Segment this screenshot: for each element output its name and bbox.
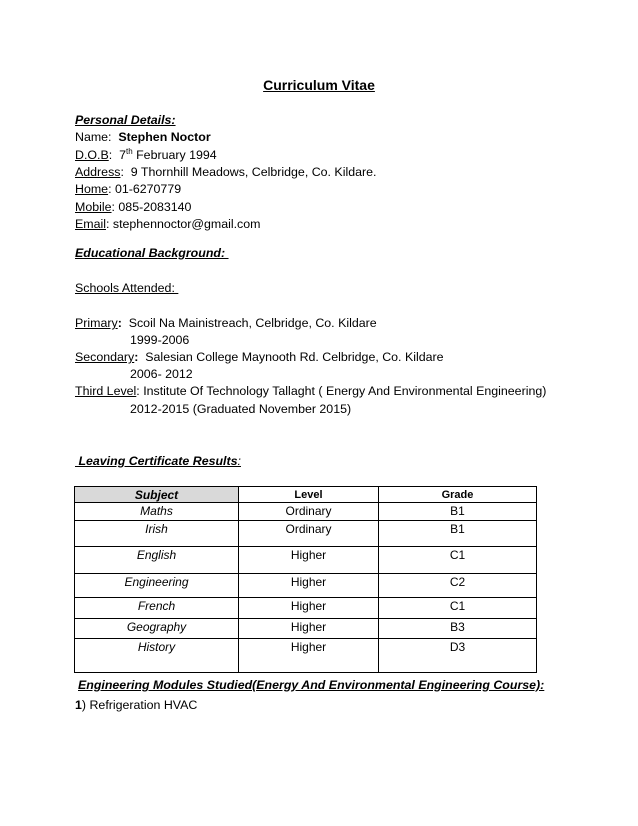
home-value: 01-6270779 bbox=[114, 182, 182, 196]
table-row bbox=[75, 598, 537, 619]
column-header-subject: Subject bbox=[75, 487, 239, 503]
leaving-cert-heading-colon: : bbox=[237, 454, 241, 468]
dob-rest: February 1994 bbox=[136, 148, 217, 162]
leaving-cert-results-table bbox=[74, 486, 537, 673]
mobile-value: 085-2083140 bbox=[118, 200, 192, 214]
primary-school: Scoil Na Mainistreach, Celbridge, Co. Kildare bbox=[128, 316, 377, 330]
cell-grade: B3 bbox=[379, 619, 537, 639]
page-title: Curriculum Vitae bbox=[263, 77, 375, 93]
third-level-line: Third Level: Institute Of Technology Tallaght ( Energy And Environmental Engineering) bbox=[75, 384, 547, 398]
cell-subject: French bbox=[75, 598, 239, 619]
leaving-cert-heading bbox=[75, 455, 241, 467]
third-level-label: Third Level bbox=[75, 384, 137, 398]
cell-grade: B1 bbox=[379, 521, 537, 547]
email-value: stephennoctor@gmail.com bbox=[112, 217, 261, 231]
dob-line: D.O.B: 7th February 1994 bbox=[75, 146, 217, 162]
email-label: Email bbox=[75, 217, 106, 231]
personal-details-heading: Personal Details: bbox=[75, 113, 176, 127]
primary-line: Primary: Scoil Na Mainistreach, Celbridge, Co. Kildare bbox=[75, 316, 377, 330]
table-row bbox=[75, 503, 537, 521]
third-level-school: Institute Of Technology Tallaght ( Energy And Environmental Engineering) bbox=[143, 384, 547, 398]
secondary-school: Salesian College Maynooth Rd. Celbridge, Co. Kildare bbox=[145, 350, 444, 364]
table-header-row bbox=[75, 487, 537, 503]
leaving-cert-heading-text: Leaving Certificate Results bbox=[75, 454, 238, 468]
email-line: Email: stephennoctor@gmail.com bbox=[75, 217, 261, 231]
cell-subject: English bbox=[75, 547, 239, 574]
cell-level: Higher bbox=[239, 598, 379, 619]
name-label: Name: bbox=[75, 130, 112, 144]
schools-attended-heading: Schools Attended: bbox=[75, 281, 179, 295]
column-header-grade: Grade bbox=[379, 487, 537, 503]
cell-level: Ordinary bbox=[239, 521, 379, 547]
cell-level: Higher bbox=[239, 639, 379, 673]
home-label: Home bbox=[75, 182, 109, 196]
secondary-years: 2006- 2012 bbox=[130, 367, 193, 381]
secondary-line: Secondary: Salesian College Maynooth Rd. Celbridge, Co. Kildare bbox=[75, 350, 444, 364]
secondary-label: Secondary bbox=[75, 350, 135, 364]
educational-background-heading: Educational Background: bbox=[75, 246, 229, 260]
cell-grade: B1 bbox=[379, 503, 537, 521]
module-item-number: 1 bbox=[75, 698, 82, 712]
module-item-1 bbox=[75, 699, 197, 711]
cell-level: Higher bbox=[239, 547, 379, 574]
cell-grade: D3 bbox=[379, 639, 537, 673]
cell-level: Higher bbox=[239, 574, 379, 598]
cell-level: Higher bbox=[239, 619, 379, 639]
cell-subject: Irish bbox=[75, 521, 239, 547]
cell-subject: Geography bbox=[75, 619, 239, 639]
address-label: Address bbox=[75, 165, 121, 179]
primary-years: 1999-2006 bbox=[130, 333, 190, 347]
dob-suffix: th bbox=[125, 146, 133, 156]
table-row bbox=[75, 574, 537, 598]
table-row bbox=[75, 639, 537, 673]
dob-label: D.O.B bbox=[75, 148, 109, 162]
cell-grade: C1 bbox=[379, 547, 537, 574]
table-row bbox=[75, 547, 537, 574]
address-line: Address: 9 Thornhill Meadows, Celbridge, Co. Kildare. bbox=[75, 165, 377, 179]
cell-subject: Engineering bbox=[75, 574, 239, 598]
name-value: Stephen Noctor bbox=[118, 130, 211, 144]
home-line: Home: 01-6270779 bbox=[75, 182, 182, 196]
third-level-years: 2012-2015 (Graduated November 2015) bbox=[130, 402, 352, 416]
column-header-level: Level bbox=[239, 487, 379, 503]
primary-label: Primary bbox=[75, 316, 118, 330]
modules-heading: Engineering Modules Studied(Energy And Environmental Engineering Course): bbox=[78, 678, 545, 692]
table-row bbox=[75, 619, 537, 639]
cell-subject: History bbox=[75, 639, 239, 673]
cell-subject: Maths bbox=[75, 503, 239, 521]
cell-level: Ordinary bbox=[239, 503, 379, 521]
module-item-text: ) Refrigeration HVAC bbox=[81, 698, 198, 712]
table-row bbox=[75, 521, 537, 547]
mobile-line: Mobile: 085-2083140 bbox=[75, 200, 192, 214]
address-value: 9 Thornhill Meadows, Celbridge, Co. Kildare. bbox=[130, 165, 377, 179]
name-line bbox=[75, 131, 211, 143]
dob-day: 7 bbox=[119, 148, 126, 162]
mobile-label: Mobile bbox=[75, 200, 112, 214]
cell-grade: C1 bbox=[379, 598, 537, 619]
cell-grade: C2 bbox=[379, 574, 537, 598]
